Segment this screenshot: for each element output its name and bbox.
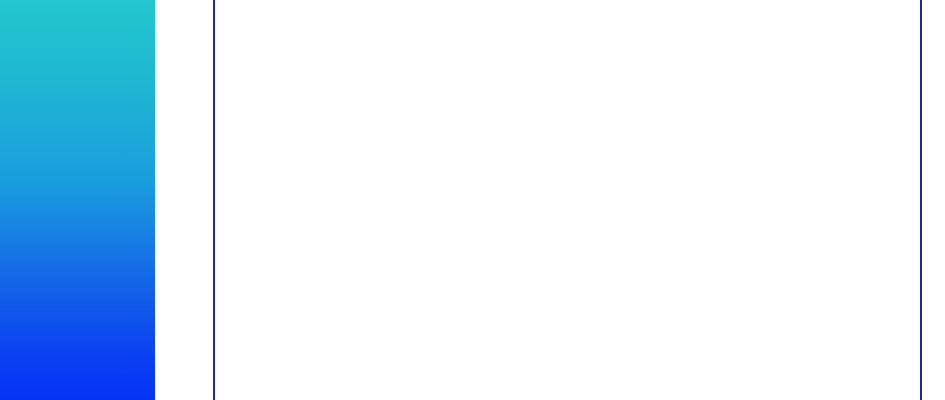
banner-gutter [155, 0, 211, 400]
content-box [213, 0, 922, 400]
side-banner [0, 0, 155, 400]
side-banner-gradient [0, 0, 155, 400]
